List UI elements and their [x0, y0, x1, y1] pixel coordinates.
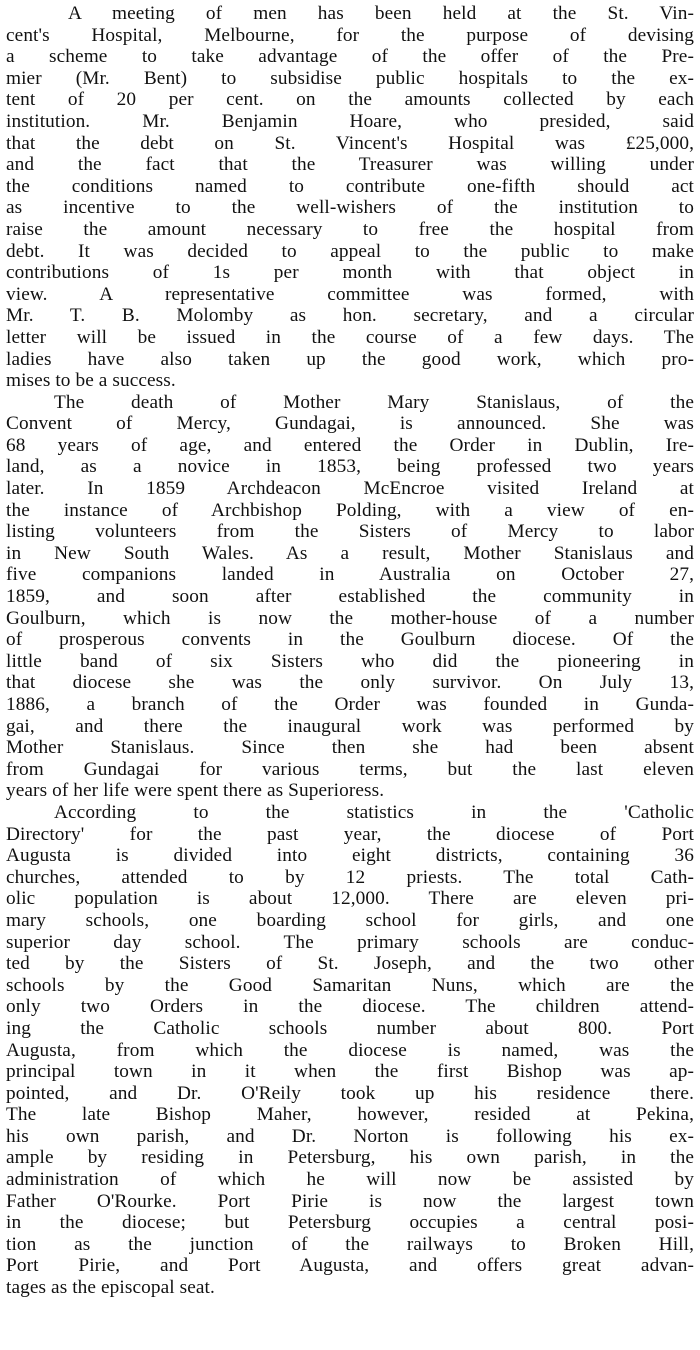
text-line: Goulburn, which is now the mother-house of a number [6, 607, 694, 629]
text-line: little band of six Sisters who did the pioneering in [6, 650, 694, 672]
text-line: A meeting of men has been held at the St. Vin- [68, 3, 694, 24]
text-line: 1886, a branch of the Order was founded in Gunda- [6, 694, 694, 715]
text-line: 68 years of age, and entered the Order in Dublin, Ire- [6, 434, 694, 456]
text-line: land, as a novice in 1853, being professed two years [6, 456, 694, 478]
article-body [6, 3, 694, 1299]
text-line: 1859, and soon after established the community in [6, 586, 694, 608]
text-line: schools by the Good Samaritan Nuns, which are the [6, 974, 694, 996]
text-line: churches, attended to by 12 priests. The total Cath- [6, 866, 694, 888]
text-line: view. A representative committee was formed, with [6, 283, 694, 305]
paragraph-port-augusta-diocese [6, 802, 694, 1299]
text-line: that the debt on St. Vincent's Hospital was £25,000, [6, 132, 694, 154]
text-line: in the diocese; but Petersburg occupies a central posi- [6, 1212, 694, 1234]
text-line: cent's Hospital, Melbourne, for the purpose of devising [6, 24, 694, 46]
text-line: the conditions named to contribute one-fifth should act [6, 175, 694, 197]
text-line: ample by residing in Petersburg, his own parish, in the [6, 1147, 694, 1169]
text-line: Augusta is divided into eight districts, containing 36 [6, 845, 694, 867]
text-line: mier (Mr. Bent) to subsidise public hospitals to the ex- [6, 67, 694, 89]
paragraph-mother-stanislaus [6, 392, 694, 802]
text-line: Augusta, from which the diocese is named, was the [6, 1039, 694, 1061]
text-line: that diocese she was the only survivor. On July 13, [6, 672, 694, 694]
text-line: mary schools, one boarding school for girls, and one [6, 909, 694, 931]
text-line: Convent of Mercy, Gundagai, is announced. She was [6, 413, 694, 435]
text-line: from Gundagai for various terms, but the last eleven [6, 758, 694, 780]
text-line: as incentive to the well-wishers of the institution to [6, 197, 694, 219]
text-line: ted by the Sisters of St. Joseph, and the two other [6, 953, 694, 975]
text-line: tages as the episcopal seat. [6, 1277, 215, 1299]
text-line: Port Pirie, and Port Augusta, and offers great advan- [6, 1255, 694, 1277]
text-line: mises to be a success. [6, 370, 176, 392]
text-line: tent of 20 per cent. on the amounts collected by each [6, 89, 694, 111]
text-line: only two Orders in the diocese. The children attend- [6, 996, 694, 1018]
text-line: institution. Mr. Benjamin Hoare, who presided, said [6, 110, 694, 132]
text-line: contributions of 1s per month with that object in [6, 262, 694, 284]
text-line: his own parish, and Dr. Norton is following his ex- [6, 1125, 694, 1147]
text-line: the instance of Archbishop Polding, with a view of en- [6, 499, 694, 521]
text-line: According to the statistics in the 'Catholic [54, 801, 694, 823]
text-line: Directory' for the past year, the diocese of Port [6, 823, 694, 845]
text-line: administration of which he will now be assisted by [6, 1169, 694, 1191]
text-line: later. In 1859 Archdeacon McEncroe visited Ireland at [6, 478, 694, 500]
text-line: gai, and there the inaugural work was performed by [6, 715, 694, 737]
text-line: letter will be issued in the course of a few days. The [6, 326, 694, 348]
text-line: superior day school. The primary schools are conduc- [6, 931, 694, 953]
text-line: and the fact that the Treasurer was willing under [6, 154, 694, 176]
text-line: The late Bishop Maher, however, resided at Pekina, [6, 1104, 694, 1126]
text-line: debt. It was decided to appeal to the public to make [6, 240, 694, 262]
text-line: years of her life were spent there as Superioress. [6, 780, 385, 802]
paragraph-hospital-meeting [6, 3, 694, 392]
text-line: Father O'Rourke. Port Pirie is now the largest town [6, 1190, 694, 1212]
text-line: Mother Stanislaus. Since then she had been absent [6, 737, 694, 759]
text-line: a scheme to take advantage of the offer of the Pre- [6, 46, 694, 68]
text-line: in New South Wales. As a result, Mother Stanislaus and [6, 542, 694, 564]
text-line: pointed, and Dr. O'Reily took up his residence there. [6, 1082, 694, 1104]
text-line: ing the Catholic schools number about 800. Port [6, 1017, 694, 1039]
text-line: Mr. T. B. Molomby as hon. secretary, and a circular [6, 305, 694, 327]
text-line: principal town in it when the first Bishop was ap- [6, 1061, 694, 1083]
text-line: tion as the junction of the railways to Broken Hill, [6, 1233, 694, 1255]
text-line: five companions landed in Australia on October 27, [6, 564, 694, 586]
text-line: of prosperous convents in the Goulburn diocese. Of the [6, 629, 694, 651]
text-line: The death of Mother Mary Stanislaus, of the [54, 391, 694, 413]
text-line: ladies have also taken up the good work, which pro- [6, 348, 694, 370]
text-line: listing volunteers from the Sisters of Mercy to labor [6, 521, 694, 543]
text-line: raise the amount necessary to free the hospital from [6, 218, 694, 240]
text-line: olic population is about 12,000. There are eleven pri- [6, 888, 694, 910]
